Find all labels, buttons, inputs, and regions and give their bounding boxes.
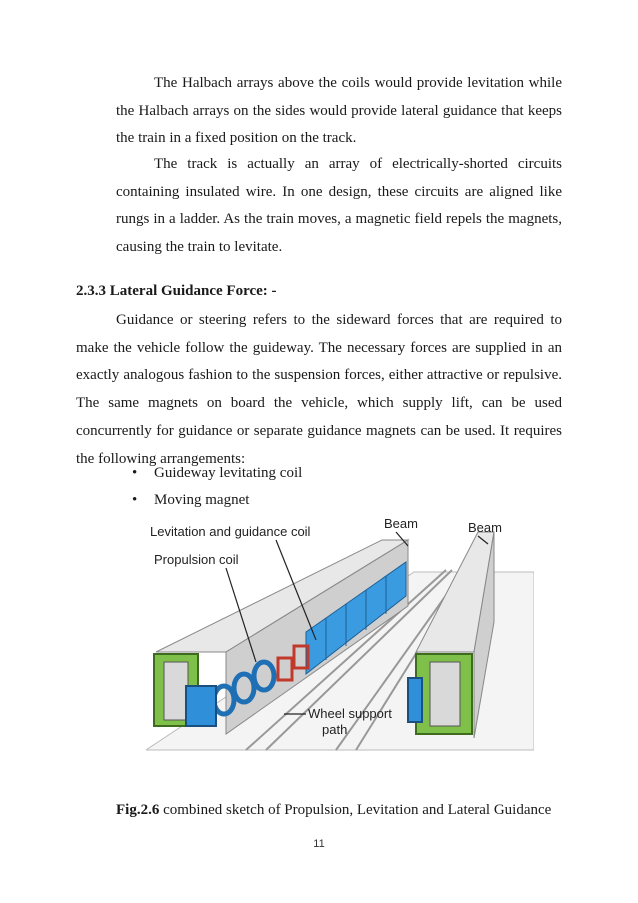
list-item-text: Moving magnet xyxy=(154,492,250,508)
label-propulsion-coil: Propulsion coil xyxy=(154,552,239,567)
caption-text: combined sketch of Propulsion, Levitation and Lateral Guidance xyxy=(159,802,552,818)
list-item xyxy=(132,487,302,514)
bullet-icon: • xyxy=(132,492,138,508)
list-item xyxy=(132,460,302,487)
paragraph-halbach: The Halbach arrays above the coils would provide levitation while the Halbach arrays on the sides would provide lateral guidance that keeps the train in a fixed position on the track. xyxy=(116,75,562,147)
page-number: 11 xyxy=(313,838,325,850)
left-magnet-inner xyxy=(164,662,188,720)
label-beam-right: Beam xyxy=(468,520,502,535)
label-wheel-support: Wheel support xyxy=(308,706,392,721)
bullet-icon: • xyxy=(132,465,138,481)
arrangement-list xyxy=(132,460,302,514)
section-heading: 2.3.3 Lateral Guidance Force: - xyxy=(76,283,277,299)
label-beam-left: Beam xyxy=(384,516,418,531)
right-magnet-coil xyxy=(408,678,422,722)
figure-caption xyxy=(116,802,551,819)
caption-label: Fig.2.6 xyxy=(116,802,160,818)
maglev-guideway-figure xyxy=(146,512,534,762)
right-magnet-inner xyxy=(430,662,460,726)
paragraph-track: The track is actually an array of electrically-shorted circuits containing insulated wire. In one design, these circuits are aligned like rungs in a ladder. As the train moves, a magnetic field repels the magnets, causing the train to levitate. xyxy=(116,156,562,256)
label-levitation-coil: Levitation and guidance coil xyxy=(150,524,311,539)
left-magnet-coil xyxy=(186,686,216,726)
paragraph-guidance: Guidance or steering refers to the sideward forces that are required to make the vehicle follow the guideway. The necessary forces are supplied in an exactly analogous fashion to the suspension forces, either attractive or repulsive. The same magnets on board the vehicle, which supply lift, can be used concurrently for guidance or separate guidance magnets can be used. It requires the following arrangements: xyxy=(76,312,562,467)
list-item-text: Guideway levitating coil xyxy=(154,465,303,481)
label-wheel-support-path: path xyxy=(322,722,348,737)
